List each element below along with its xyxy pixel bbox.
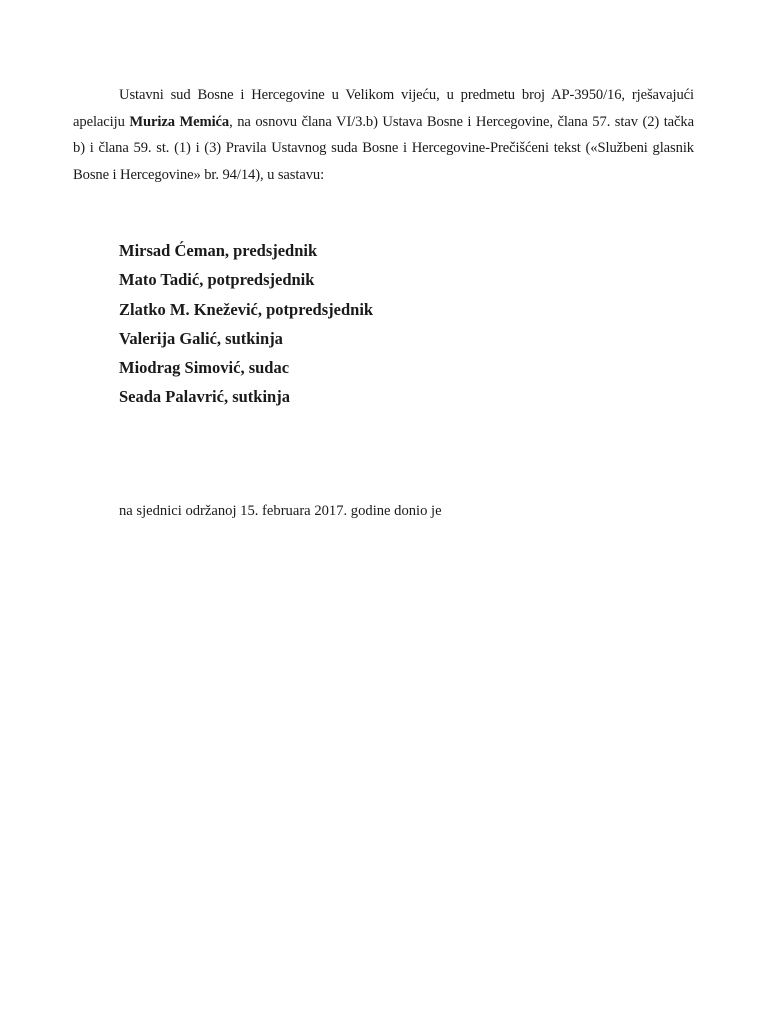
panel-member: Zlatko M. Knežević, potpredsjednik — [119, 299, 374, 319]
intro-text-end: , na osnovu člana VI/3.b) Ustava Bosne i Hercegovine, člana 57. stav (2) tačka b) i člana 59. st. (1) i (3) Pravila Ustavnog suda Bosne i Hercegovine-Prečišćeni tekst («Službeni glasnik Bosne i Hercegovine» br. 94/14), u sastavu: — [73, 113, 695, 183]
panel-member: Valerija Galić, sutkinja — [119, 328, 283, 348]
court-panel-list — [119, 236, 373, 412]
session-statement: na sjednici održanoj 15. februara 2017. godine donio je — [119, 503, 442, 519]
appellant-name: Muriza Memića — [129, 113, 230, 130]
intro-paragraph — [73, 82, 694, 188]
panel-member: Seada Palavrić, sutkinja — [119, 387, 290, 407]
panel-member: Mato Tadić, potpredsjednik — [119, 270, 315, 290]
panel-member: Miodrag Simović, sudac — [119, 358, 290, 378]
panel-member: Mirsad Ćeman, predsjednik — [119, 241, 318, 260]
intro-text-start: Ustavni sud Bosne i Hercegovine u Velikom vijeću, u predmetu broj AP-3950/16, rješavajući apelaciju — [73, 87, 694, 130]
